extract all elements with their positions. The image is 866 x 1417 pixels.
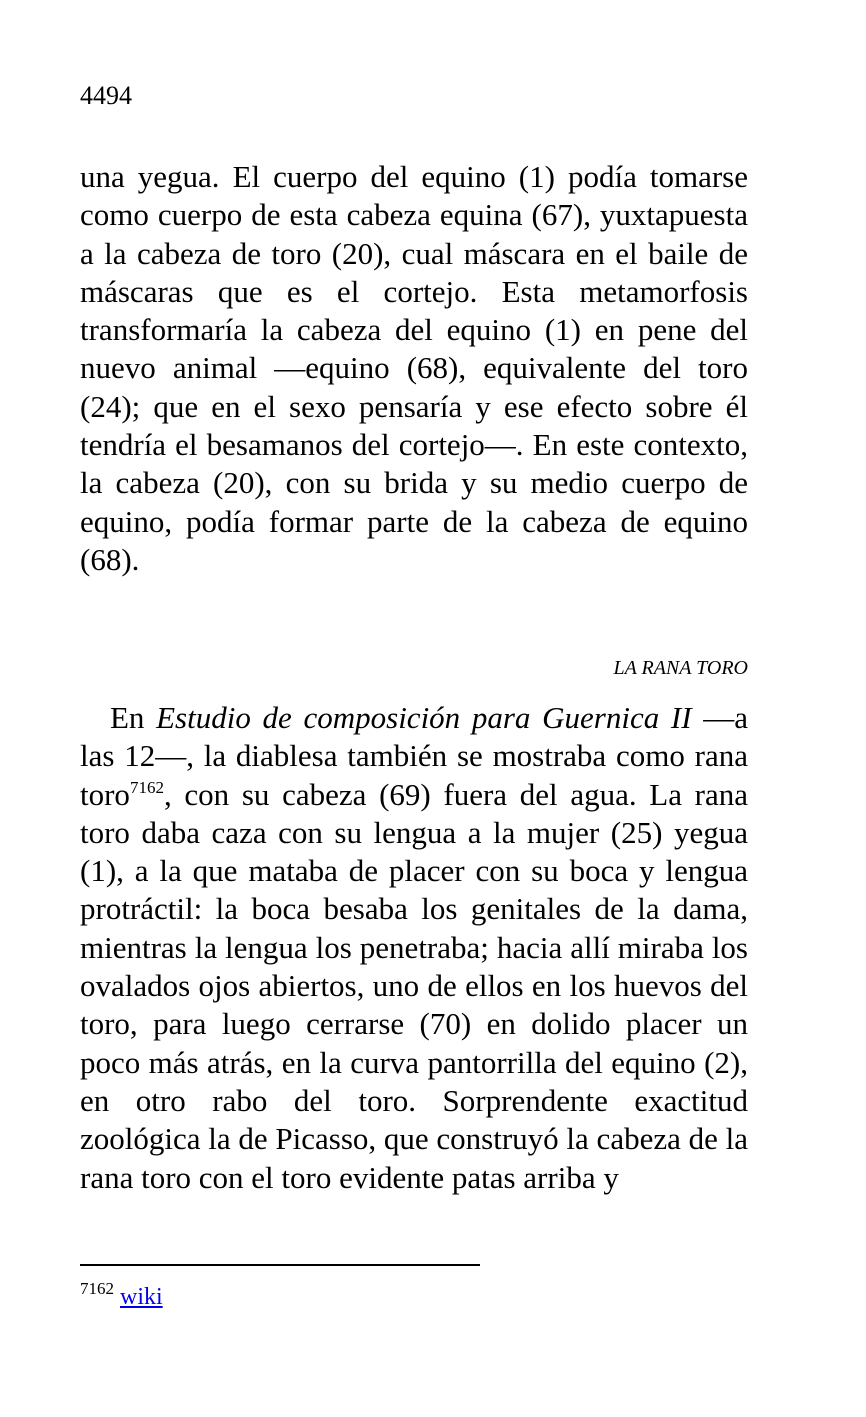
footnote-number: 7162 [80, 1279, 114, 1298]
paragraph-text-b: , con su cabeza (69) fuera del agua. La rana toro daba caza con su lengua a la mujer (25) yegua (1), a la que mataba de placer con su boca y lengua protráctil: la boca besaba los genitales de la dama, mientras la lengua los penetraba; hacia allí miraba los ovalados ojos abiertos, uno de ellos en los huevos del toro, para luego cerrarse (70) en dolido placer un poco más atrás, en la curva pantorrilla del equino (2), en otro rabo del toro. Sorprendente exactitud zoológica la de Picasso, que construyó la cabeza de la rana toro con el toro evidente patas arriba y [80, 776, 748, 1195]
footnote-reference: 7162 [129, 777, 164, 797]
body-paragraph-1: una yegua. El cuerpo del equino (1) podía tomarse como cuerpo de esta cabeza equina (67), yuxtapuesta a la cabeza de toro (20), cual máscara en el baile de máscaras que es el cortejo. Esta metamorfosis transformaría la cabeza del equino (1) en pene del nuevo animal —equino (68), equivalente del toro (24); que en el sexo pensaría y ese efecto sobre él tendría el besamanos del cortejo—. En este contexto, la cabeza (20), con su brida y su medio cuerpo de equino, podía formar parte de la cabeza de equino (68). [80, 159, 748, 577]
paragraph-lead: En [110, 700, 157, 735]
page-number: 4494 [80, 81, 132, 110]
footnote [80, 1281, 163, 1313]
paragraph-text-a: —a las 12—, la diablesa también se mostraba como rana toro [80, 700, 748, 812]
section-heading: LA RANA TORO [613, 657, 748, 679]
footnote-link[interactable]: wiki [120, 1284, 163, 1310]
footnote-rule [80, 1264, 480, 1266]
artwork-title: Estudio de composición para Guernica II [156, 700, 692, 735]
body-paragraph-2 [80, 699, 748, 1197]
